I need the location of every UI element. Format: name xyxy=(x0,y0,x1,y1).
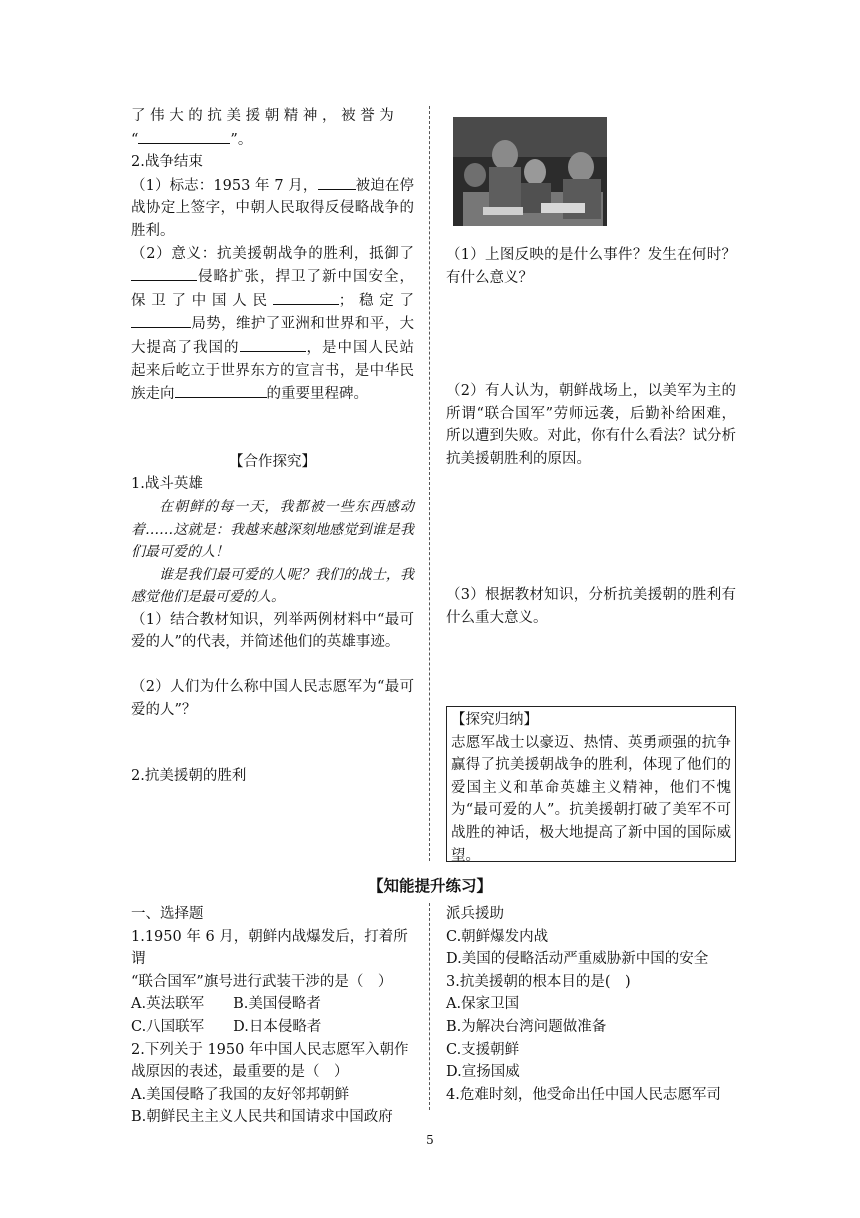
paragraph xyxy=(131,243,414,406)
summary-box xyxy=(446,706,736,862)
practice-line: D.美国的侵略活动严重威胁新中国的安全 xyxy=(446,951,709,968)
text-line: 了伟大的抗美援朝精神，被誉为 xyxy=(131,108,399,124)
photo-image xyxy=(453,117,607,226)
practice-line: 一、选择题 xyxy=(131,906,204,922)
left-column xyxy=(131,105,414,788)
fill-blank xyxy=(131,312,191,328)
practice-line: 派兵援助 xyxy=(446,906,504,922)
section-heading: 【合作探究】 xyxy=(229,453,316,470)
quote-close: ”。 xyxy=(230,131,253,148)
summary-title: 【探究归纳】 xyxy=(451,712,538,728)
quote-paragraph: 谁是我们最可爱的人呢？我们的战士，我感觉他们是最可爱的人。 xyxy=(131,566,414,606)
summary-text: 志愿军战士以豪迈、热情、英勇顽强的抗争赢得了抗美援朝战争的胜利，体现了他们的爱国主义和革命英雄主义精神，他们不愧为“最可爱的人”。抗美援朝打破了美军不可战胜的神话，极大地提高了新中国的国际威望。 xyxy=(451,734,731,864)
text-fragment: （1）标志：1953 年 7 月， xyxy=(131,177,318,194)
column-divider xyxy=(429,106,430,861)
question: （1）上图反映的是什么事件？发生在何时？有什么意义？ xyxy=(446,247,736,286)
fill-blank xyxy=(138,128,230,144)
paragraph xyxy=(131,174,414,243)
practice-line: 2.下列关于 1950 年中国人民志愿军入朝作 xyxy=(131,1041,409,1058)
text-fragment: 被迫在停战协定上签字，中朝人民取得反侵略战争的胜利。 xyxy=(131,177,414,239)
section-title: 1.战斗英雄 xyxy=(131,476,203,493)
text-line xyxy=(131,128,414,152)
text-fragment: ，是中国人民站起来后屹立于世界东方的宣言书，是中华民族走向 xyxy=(131,339,414,403)
practice-line: C.朝鲜爆发内战 xyxy=(446,928,549,945)
right-column-q3 xyxy=(446,584,736,629)
section-title: 2.战争结束 xyxy=(131,154,203,171)
practice-line: 1.1950 年 6 月，朝鲜内战爆发后，打着所谓 xyxy=(131,928,408,968)
practice-line: 3.抗美援朝的根本目的是( ) xyxy=(446,973,631,990)
right-column-q2 xyxy=(446,380,736,470)
fill-blank xyxy=(175,382,267,398)
practice-line: “联合国军”旗号进行武装干涉的是（ ） xyxy=(131,973,393,990)
practice-heading: 【知能提升练习】 xyxy=(367,876,492,895)
column-divider-practice xyxy=(429,903,430,1110)
practice-left-column xyxy=(131,903,421,1129)
practice-line: C.支援朝鲜 xyxy=(446,1041,520,1058)
practice-line: 战原因的表述，最重要的是（ ） xyxy=(131,1064,349,1081)
text-fragment: （2）意义：抗美援朝战争的胜利，抵御了 xyxy=(131,245,414,262)
practice-line: B.朝鲜民主主义人民共和国请求中国政府 xyxy=(131,1109,393,1126)
practice-line: A.英法联军 B.美国侵略者 xyxy=(131,996,321,1013)
question: （1）结合教材知识，列举两例材料中“最可爱的人”的代表，并简述他们的英雄事迹。 xyxy=(131,611,414,651)
right-column xyxy=(446,244,736,289)
text-fragment: 侵略扩张，捍卫了新中国安全，保卫了中国人民 xyxy=(131,269,414,309)
question: （3）根据教材知识，分析抗美援朝的胜利有什么重大意义。 xyxy=(446,587,736,626)
practice-line: B.为解决台湾问题做准备 xyxy=(446,1018,607,1035)
practice-line: 4.危难时刻，他受命出任中国人民志愿军司 xyxy=(446,1086,721,1103)
page-number: 5 xyxy=(426,1133,434,1147)
question: （2）有人认为，朝鲜战场上，以美军为主的所谓“联合国军”劳师远袭，后勤补给困难，所以遭到失败。对此，你有什么看法？试分析抗美援朝胜利的原因。 xyxy=(446,383,736,467)
text-fragment: ；稳定了 xyxy=(338,292,414,309)
historical-photo xyxy=(453,117,607,226)
quote-open: “ xyxy=(131,131,139,148)
practice-line: A.保家卫国 xyxy=(446,996,520,1013)
practice-right-column xyxy=(446,903,736,1106)
quote-paragraph: 在朝鲜的每一天，我都被一些东西感动着……这就是：我越来越深刻地感觉到谁是我们最可爱的人！ xyxy=(131,498,414,561)
fill-blank xyxy=(273,289,339,305)
fill-blank xyxy=(318,174,356,190)
text-fragment: 的重要里程碑。 xyxy=(266,386,368,403)
fill-blank xyxy=(131,265,197,281)
practice-line: C.八国联军 D.日本侵略者 xyxy=(131,1018,322,1035)
section-title: 2.抗美援朝的胜利 xyxy=(131,768,247,785)
text-fragment: 局势，维护了亚洲和世界和平，大大提高了我国的 xyxy=(131,316,414,356)
fill-blank xyxy=(240,336,306,352)
practice-line: D.宣扬国威 xyxy=(446,1064,520,1081)
question: （2）人们为什么称中国人民志愿军为“最可爱的人”？ xyxy=(131,679,414,718)
practice-line: A.美国侵略了我国的友好邻邦朝鲜 xyxy=(131,1086,350,1103)
